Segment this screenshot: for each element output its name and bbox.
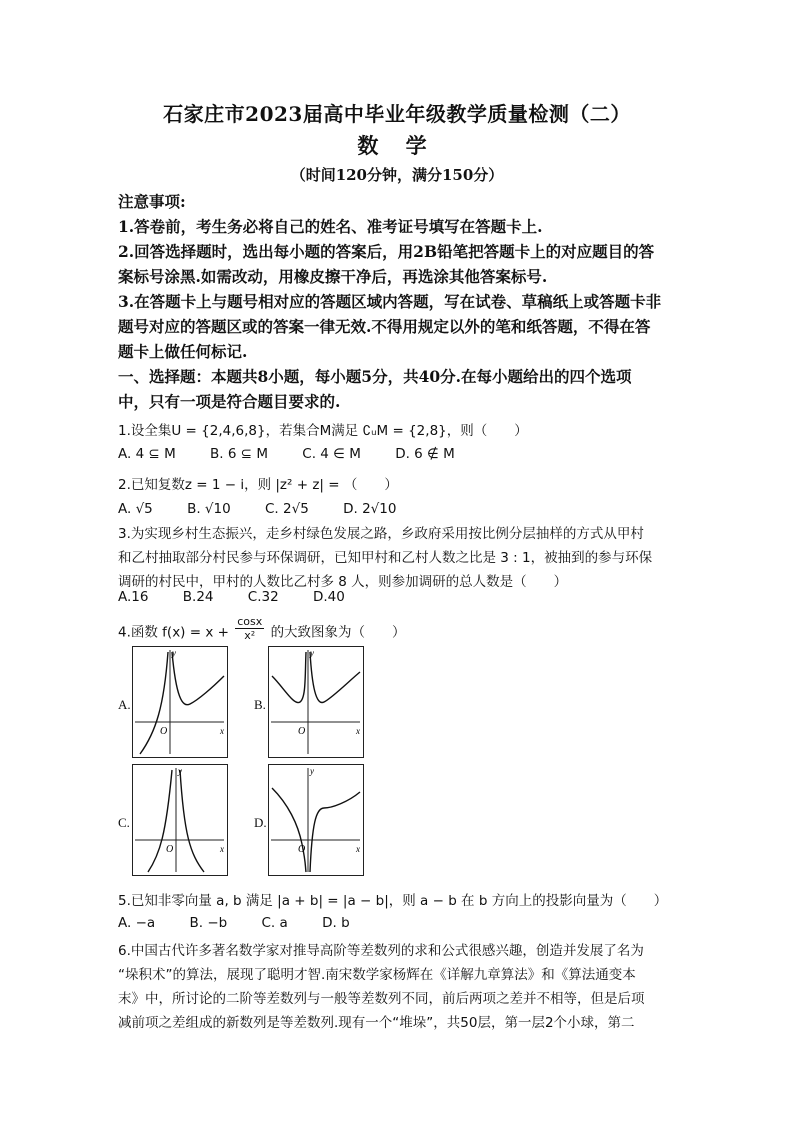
q5-stem: 5.已知非零向量 a, b 满足 |a + b| = |a − b|，则 a − b 在 b 方向上的投影向量为（ ）	[118, 893, 668, 909]
q2-option-a: A. √5	[118, 501, 153, 517]
graph-a-y-label: y	[172, 648, 176, 658]
q2-option-d: D. 2√10	[343, 501, 397, 517]
graph-d-x-label: x	[356, 844, 360, 854]
q2-stem: 2.已知复数z = 1 − i，则 |z² + z| = （ ）	[118, 477, 398, 493]
q3-option-a: A.16	[118, 589, 149, 605]
graph-b-right-branch	[310, 652, 360, 703]
q4-fraction	[235, 615, 264, 642]
graph-c-origin-label: O	[166, 844, 174, 855]
q2-option-c: C. 2√5	[265, 501, 309, 517]
exam-title: 石家庄市2023届高中毕业年级教学质量检测（二）	[163, 102, 631, 126]
q5-option-a: A. −a	[118, 915, 156, 931]
graph-d-frame	[269, 765, 364, 876]
q4-stem-suffix: 的大致图象为（ ）	[270, 624, 406, 641]
q3-option-b: B.24	[182, 589, 214, 605]
note-line-6: 题卡上做任何标记.	[118, 342, 248, 361]
graph-label-b: B.	[254, 697, 266, 712]
q1-option-a: A. 4 ⊆ M	[118, 446, 176, 462]
q6-line-4: 减前项之差组成的新数列是等差数列.现有一个“堆垛”，共50层，第一层2个小球，第二	[118, 1015, 635, 1031]
graph-d-right-branch	[310, 792, 360, 872]
q3-option-c: C.32	[247, 589, 279, 605]
q1-options	[118, 446, 678, 462]
graph-b-left-branch	[272, 652, 306, 703]
graph-c-y-label: y	[178, 766, 182, 776]
graph-label-a: A.	[118, 697, 131, 712]
graph-d-origin-label: O	[298, 844, 306, 855]
note-line-2: 2.回答选择题时，选出每小题的答案后，用2B铅笔把答题卡上的对应题目的答	[118, 242, 655, 261]
graph-c-left-branch	[148, 770, 172, 872]
q4-stem-prefix: 4.函数 f(x) = x +	[118, 624, 229, 641]
graph-d-left-branch	[272, 788, 306, 872]
graph-a-origin-label: O	[160, 726, 168, 737]
graph-c	[132, 764, 228, 876]
q1-stem: 1.设全集U = {2,4,6,8}，若集合M满足 ∁ᵤM = {2,8}，则（ ）	[118, 423, 528, 439]
note-line-3: 案标号涂黑.如需改动，用橡皮擦干净后，再选涂其他答案标号.	[118, 267, 548, 286]
graph-a-right-branch	[172, 652, 224, 705]
q1-option-c: C. 4 ∈ M	[302, 446, 361, 462]
graph-b-origin-label: O	[298, 726, 306, 737]
graph-d-y-label: y	[310, 766, 314, 776]
q2-options	[118, 501, 678, 517]
note-line-5: 题号对应的答题区或的答案一律无效.不得用规定以外的笔和纸答题，不得在答	[118, 317, 651, 336]
time-note: （时间120分钟，满分150分）	[290, 166, 504, 184]
q3-option-d: D.40	[313, 589, 345, 605]
q4-stem	[118, 615, 678, 646]
q5-option-b: B. −b	[189, 915, 228, 931]
notes-heading: 注意事项:	[118, 192, 186, 211]
graph-c-right-branch	[180, 770, 204, 872]
q4-fraction-denominator: x²	[244, 629, 256, 642]
subject-title: 数 学	[357, 133, 437, 158]
graph-b-frame	[269, 647, 364, 758]
note-line-4: 3.在答题卡上与题号相对应的答题区域内答题，写在试卷、草稿纸上或答题卡非	[118, 292, 662, 311]
q1-option-b: B. 6 ⊆ M	[210, 446, 268, 462]
graph-c-x-label: x	[220, 844, 224, 854]
q3-line-1: 3.为实现乡村生态振兴，走乡村绿色发展之路，乡政府采用按比例分层抽样的方式从甲村	[118, 526, 644, 542]
q2-option-b: B. √10	[187, 501, 231, 517]
graph-a	[132, 646, 228, 758]
graph-b	[268, 646, 364, 758]
q3-options	[118, 589, 678, 605]
graph-a-x-label: x	[220, 726, 224, 736]
q6-line-3: 末》中，所讨论的二阶等差数列与一般等差数列不同，前后两项之差并不相等，但是后项	[118, 991, 645, 1007]
q5-option-c: C. a	[261, 915, 288, 931]
q3-line-2: 和乙村抽取部分村民参与环保调研，已知甲村和乙村人数之比是 3 : 1，被抽到的参与环保	[118, 550, 653, 566]
graph-a-frame	[133, 647, 228, 758]
note-line-1: 1.答卷前，考生务必将自己的姓名、准考证号填写在答题卡上.	[118, 217, 543, 236]
q5-option-d: D. b	[322, 915, 350, 931]
graph-b-y-label: y	[310, 648, 314, 658]
q6-line-1: 6.中国古代许多著名数学家对推导高阶等差数列的求和公式很感兴趣，创造并发展了名为	[118, 943, 644, 959]
graph-b-x-label: x	[356, 726, 360, 736]
graph-d	[268, 764, 364, 876]
q5-options	[118, 915, 678, 931]
graph-a-left-branch	[140, 652, 168, 754]
graph-label-c: C.	[118, 815, 130, 830]
section-heading-line-1: 一、选择题：本题共8小题，每小题5分，共40分.在每小题给出的四个选项	[118, 367, 632, 386]
q3-line-3: 调研的村民中，甲村的人数比乙村多 8 人，则参加调研的总人数是（ ）	[118, 574, 568, 590]
graph-c-frame	[133, 765, 228, 876]
section-heading-line-2: 中，只有一项是符合题目要求的.	[118, 392, 341, 411]
q4-fraction-numerator: cosx	[237, 615, 263, 628]
q1-option-d: D. 6 ∉ M	[395, 446, 455, 462]
q6-line-2: “垛积术”的算法，展现了聪明才智.南宋数学家杨辉在《详解九章算法》和《算法通变本	[118, 967, 636, 983]
graph-label-d: D.	[254, 815, 267, 830]
